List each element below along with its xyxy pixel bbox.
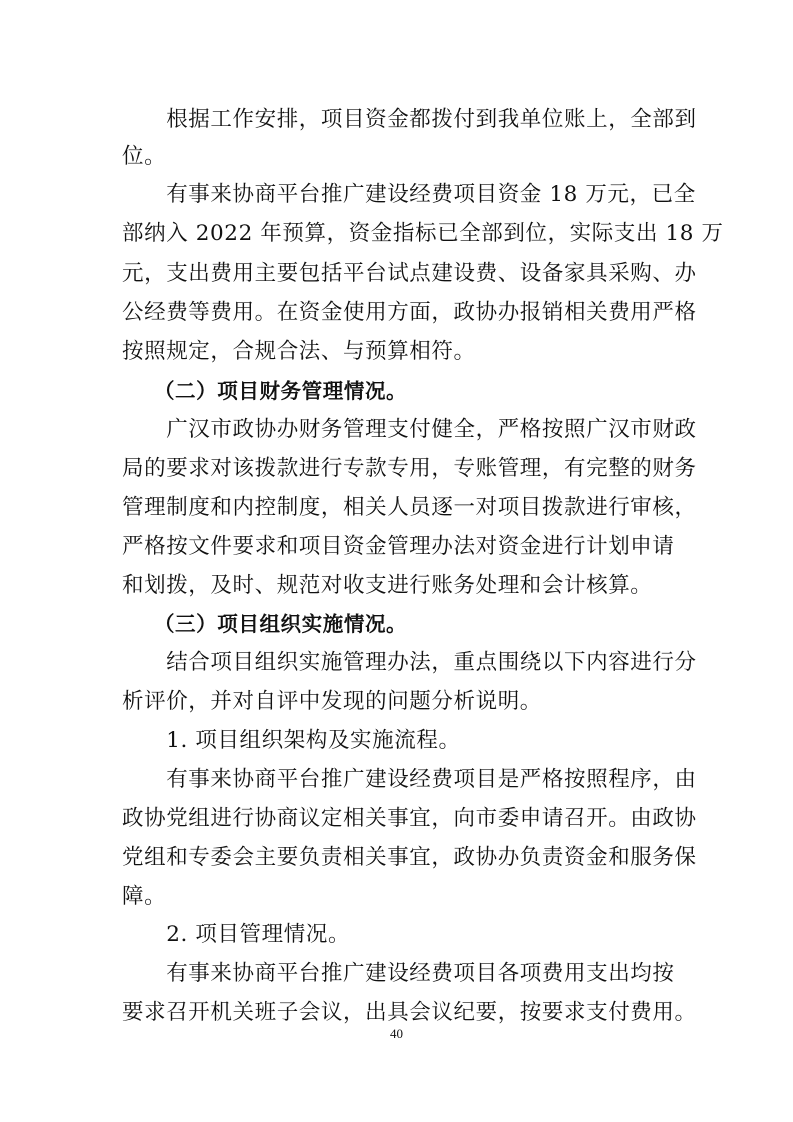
body-line: 要求召开机关班子会议，出具会议纪要，按要求支付费用。	[122, 1000, 697, 1025]
body-line: 有事来协商平台推广建设经费项目各项费用支出均按	[122, 961, 675, 986]
body-line: 有事来协商平台推广建设经费项目是严格按照程序，由	[122, 767, 697, 792]
section-heading-3: （三）项目组织实施情况。	[122, 612, 408, 636]
section-heading-2: （二）项目财务管理情况。	[122, 379, 408, 403]
subsection-heading-1: 1. 项目组织架构及实施流程。	[122, 728, 461, 753]
body-line: 析评价，并对自评中发现的问题分析说明。	[122, 689, 542, 714]
body-line: 广汉市政协办财务管理支付健全，严格按照广汉市财政	[122, 417, 697, 442]
body-line: 根据工作安排，项目资金都拨付到我单位账上，全部到	[122, 107, 697, 132]
body-line: 公经费等费用。在资金使用方面，政协办报销相关费用严格	[122, 300, 697, 325]
body-line: 管理制度和内控制度，相关人员逐一对项目拨款进行审核，	[122, 495, 697, 520]
body-line: 严格按文件要求和项目资金管理办法对资金进行计划申请	[122, 534, 675, 559]
body-line: 党组和专委会主要负责相关事宜，政协办负责资金和服务保	[122, 845, 697, 870]
body-line: 位。	[122, 144, 167, 169]
body-line: 部纳入 2022 年预算，资金指标已全部到位，实际支出 18 万	[122, 221, 724, 246]
page-number: 40	[390, 1026, 403, 1041]
body-line: 政协党组进行协商议定相关事宜，向市委申请召开。由政协	[122, 806, 697, 831]
body-line: 和划拨，及时、规范对收支进行账务处理和会计核算。	[122, 573, 653, 598]
body-line: 局的要求对该拨款进行专款专用，专账管理，有完整的财务	[122, 456, 697, 481]
body-line: 结合项目组织实施管理办法，重点围绕以下内容进行分	[122, 650, 697, 675]
body-line: 障。	[122, 884, 167, 909]
body-line: 按照规定，合规合法、与预算相符。	[122, 339, 476, 364]
body-line: 有事来协商平台推广建设经费项目资金 18 万元，已全	[122, 182, 696, 207]
subsection-heading-2: 2. 项目管理情况。	[122, 922, 351, 947]
body-line: 元，支出费用主要包括平台试点建设费、设备家具采购、办	[122, 261, 697, 286]
